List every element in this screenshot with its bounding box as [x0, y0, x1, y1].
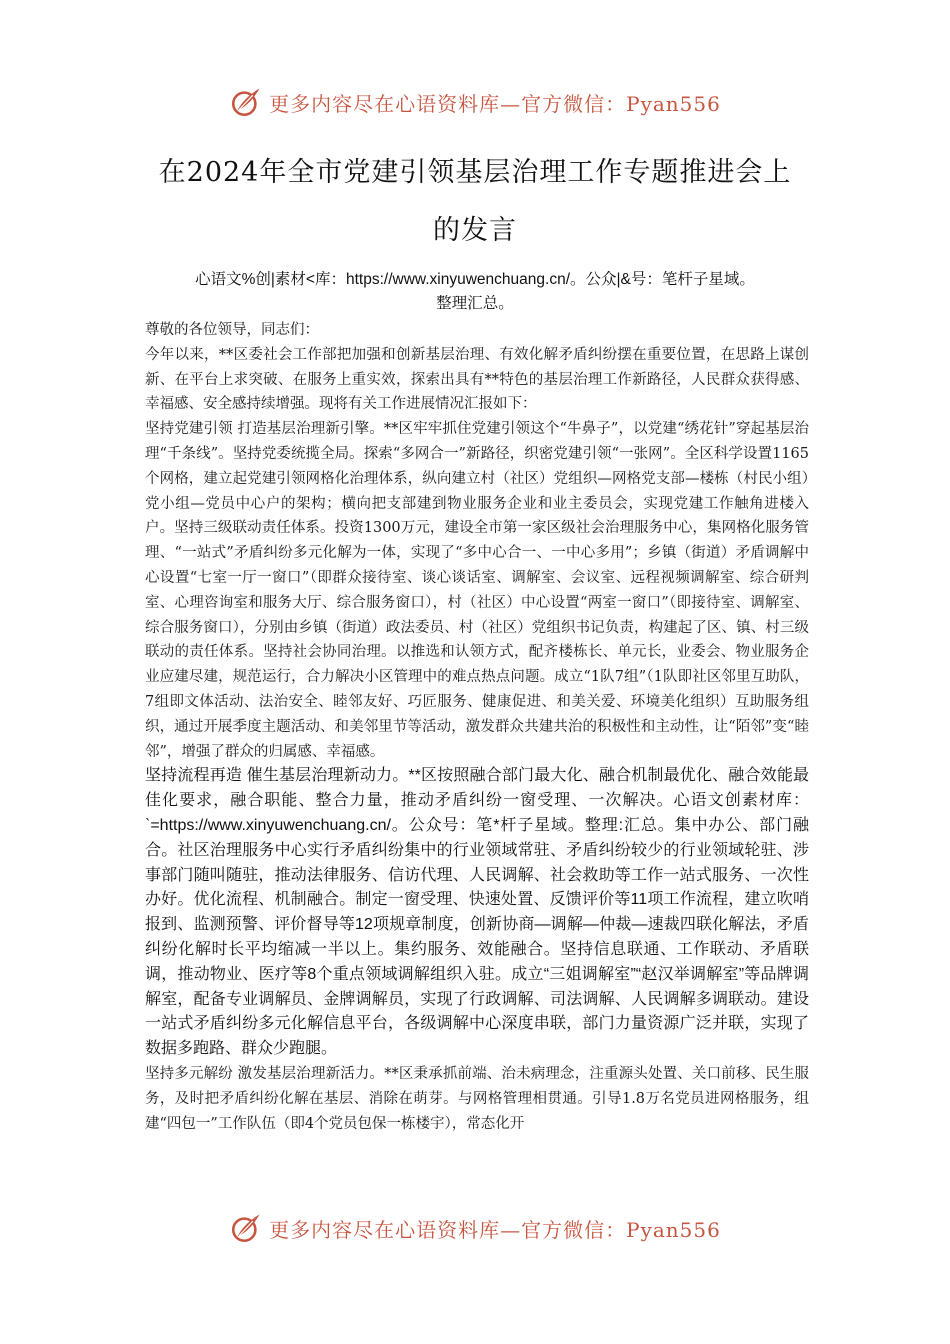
- document-title: [120, 144, 830, 260]
- watermark-text: 更多内容尽在心语资料库—官方微信：Pyan556: [269, 91, 721, 116]
- intro-paragraph: 今年以来，**区委社会工作部把加强和创新基层治理、有效化解矛盾纠纷摆在重要位置，在思路上谋创新、在平台上求突破、在服务上重实效，探索出具有**特色的基层治理工作新路径，人民群众获得感、幸福感、安全感持续增强。现将有关工作进展情况汇报如下：: [145, 346, 809, 413]
- title-line-2: 的发言: [433, 215, 517, 246]
- quill-logo-icon: [229, 1211, 263, 1245]
- source-line-2: 整理汇总。: [436, 295, 514, 312]
- party-building-paragraph: 坚持党建引领 打造基层治理新引擎。**区牢牢抓住党建引领这个“牛鼻子”，以党建“绣花针”穿起基层治理“千条线”。坚持党委统揽全局。探索“多网合一”新路径，织密党建引领“一张网”。全区科学设置1165个网格，建立起党建引领网格化治理体系，纵向建立村（社区）党组织—网格党支部—楼栋（村民小组）党小组—党员中心户的架构；横向把支部建到物业服务企业和业主委员会，实现党建工作触角进楼入户。坚持三级联动责任体系。投资1300万元，建设全市第一家区级社会治理服务中心，集网格化服务管理、“一站式”矛盾纠纷多元化解为一体，实现了“多中心合一、一中心多用”；乡镇（街道）矛盾调解中心设置“七室一厅一窗口”（即群众接待室、谈心谈话室、调解室、会议室、远程视频调解室、综合研判室、心理咨询室和服务大厅、综合服务窗口），村（社区）中心设置“两室一窗口”（即接待室、调解室、综合服务窗口），分别由乡镇（街道）政法委员、村（社区）党组织书记负责，构建起了区、镇、村三级联动的责任体系。坚持社会协同治理。以推选和认领方式，配齐楼栋长、单元长，业委会、物业服务企业应建尽建，规范运行，合力解决小区管理中的难点热点问题。成立“1队7组”（1队即社区邻里互助队，7组即文体活动、法治安全、睦邻友好、巧匠服务、健康促进、和美关爱、环境美化组织）互助服务组织，通过开展季度主题活动、和美邻里节等活动，激发群众共建共治的积极性和主动性，让“陌邻”变“睦邻”，增强了群众的归属感、幸福感。: [145, 421, 809, 760]
- title-line-1: 在2024年全市党建引领基层治理工作专题推进会上: [158, 157, 792, 188]
- salutation: 尊敬的各位领导，同志们：: [145, 322, 319, 338]
- source-line-1: 心语文%创|素材<库：https://www.xinyuwenchuang.cn/。公众|&号：笔杆子星域。: [195, 271, 755, 288]
- process-reengineering-paragraph: 坚持流程再造 催生基层治理新动力。**区按照融合部门最大化、融合机制最优化、融合效能最佳化要求，融合职能、整合力量，推动矛盾纠纷一窗受理、一次解决。心语文创素材库：`=https://www.xinyuwenchuang.cn/。公众号：笔*杆子星域。整理:汇总。集中办公、部门融合。社区治理服务中心实行矛盾纠纷集中的行业领域常驻、矛盾纠纷较少的行业领域轮驻、涉事部门随叫随驻，推动法律服务、信访代理、人民调解、社会救助等工作一站式服务、一次性办好。优化流程、机制融合。制定一窗受理、快速处置、反馈评价等11项工作流程，建立吹哨报到、监测预警、评价督导等12项规章制度，创新协商—调解—仲裁—速裁四联化解法，矛盾纠纷化解时长平均缩减一半以上。集约服务、效能融合。坚持信息联通、工作联动、矛盾联调，推动物业、医疗等8个重点领域调解组织入驻。成立“三姐调解室”“赵汉举调解室”等品牌调解室，配备专业调解员、金牌调解员，实现了行政调解、司法调解、人民调解多调联动。建设一站式矛盾纠纷多元化解信息平台，各级调解中心深度串联，部门力量资源广泛并联，实现了数据多跑路、群众少跑腿。: [145, 767, 809, 1058]
- quill-logo-icon: [229, 85, 263, 119]
- watermark-header: [0, 80, 950, 124]
- watermark-footer: [0, 1206, 950, 1250]
- document-body: [145, 318, 809, 1136]
- source-note: [130, 268, 820, 316]
- watermark-text: 更多内容尽在心语资料库—官方微信：Pyan556: [269, 1217, 721, 1242]
- dispute-resolution-paragraph: 坚持多元解纷 激发基层治理新活力。**区秉承抓前端、治未病理念，注重源头处置、关口前移、民生服务，及时把矛盾纠纷化解在基层、消除在萌芽。与网格管理相贯通。引导1.8万名党员进网格服务，组建“四包一”工作队伍（即4个党员包保一栋楼宇），常态化开: [145, 1065, 809, 1132]
